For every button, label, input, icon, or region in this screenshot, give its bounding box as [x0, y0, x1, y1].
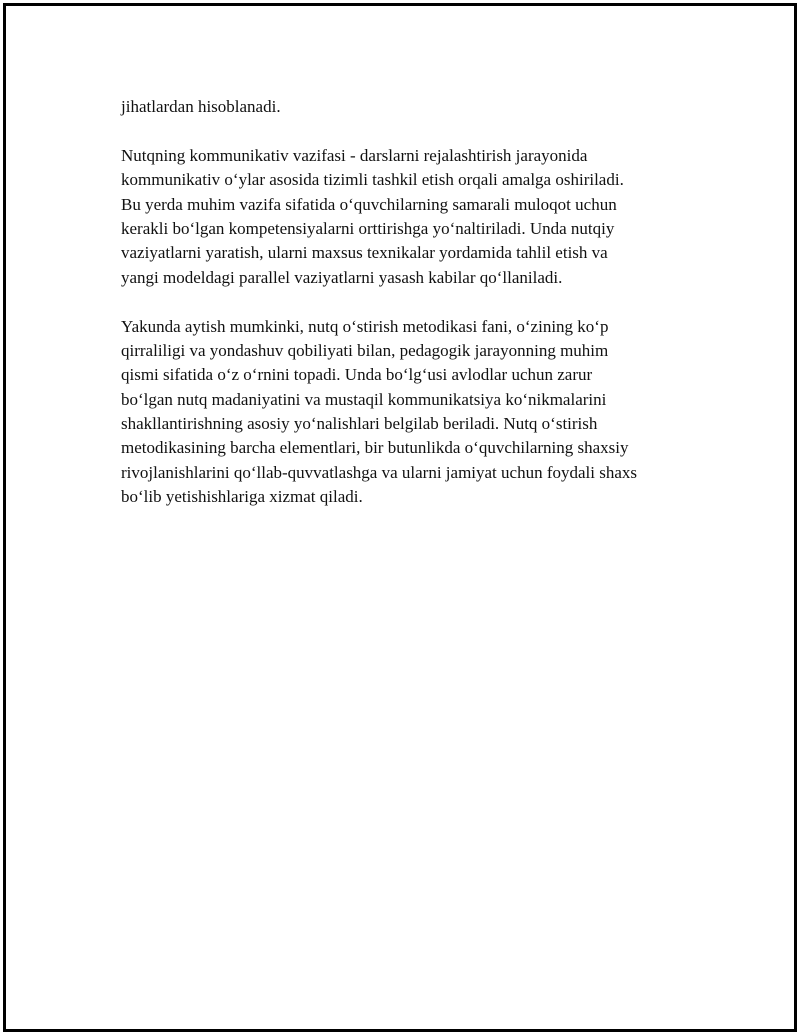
text-line: qismi sifatida o‘z o‘rnini topadi. Unda bo‘lg‘usi avlodlar uchun zarur [121, 365, 593, 385]
text-line: vaziyatlarni yaratish, ularni maxsus texnikalar yordamida tahlil etish va [121, 243, 608, 263]
text-line: kerakli bo‘lgan kompetensiyalarni orttirishga yo‘naltiriladi. Unda nutqiy [121, 218, 615, 238]
document-page [3, 3, 797, 1032]
text-line: Nutqning kommunikativ vazifasi - darslarni rejalashtirish jarayonida [121, 145, 588, 165]
paragraph-3 [121, 315, 691, 510]
text-line: shakllantirishning asosiy yo‘nalishlari belgilab beriladi. Nutq o‘stirish [121, 414, 598, 434]
text-line: yangi modeldagi parallel vaziyatlarni yasash kabilar qo‘llaniladi. [121, 267, 563, 287]
paragraph-1 [121, 95, 691, 119]
text-line: Yakunda aytish mumkinki, nutq o‘stirish metodikasi fani, o‘zining ko‘p [121, 316, 609, 336]
text-line: jihatlardan hisoblanadi. [121, 97, 281, 116]
text-line: bo‘lib yetishishlariga xizmat qiladi. [121, 487, 363, 507]
paragraph-2 [121, 144, 691, 290]
text-line: metodikasining barcha elementlari, bir butunlikda o‘quvchilarning shaxsiy [121, 438, 629, 458]
text-line: kommunikativ o‘ylar asosida tizimli tashkil etish orqali amalga oshiriladi. [121, 170, 624, 190]
text-line: bo‘lgan nutq madaniyatini va mustaqil kommunikatsiya ko‘nikmalarini [121, 389, 607, 409]
text-line: qirraliligi va yondashuv qobiliyati bilan, pedagogik jarayonning muhim [121, 340, 609, 360]
text-line: Bu yerda muhim vazifa sifatida o‘quvchilarning samarali muloqot uchun [121, 194, 617, 214]
document-body [121, 95, 691, 534]
text-line: rivojlanishlarini qo‘llab-quvvatlashga va ularni jamiyat uchun foydali shaxs [121, 462, 638, 482]
